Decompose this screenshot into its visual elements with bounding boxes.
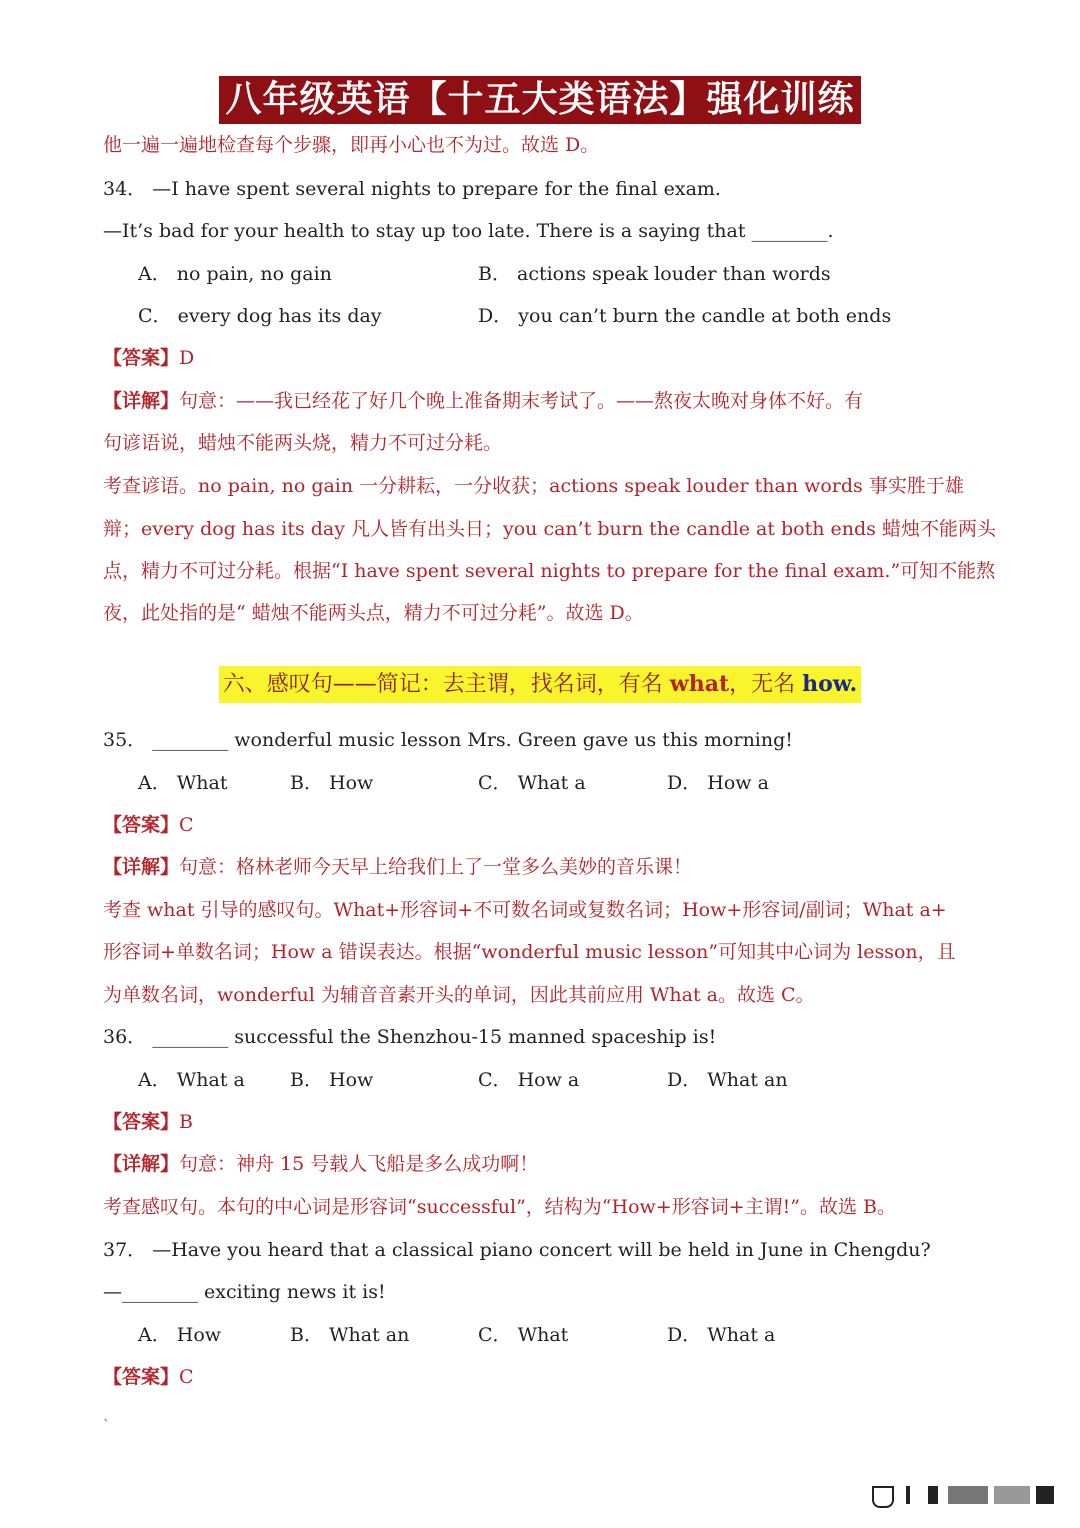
q37-option-d: D． What a <box>667 1324 776 1346</box>
q36-detail2: 考查感叹句。本句的中心词是形容词“successful”，结构为“How+形容词+主谓!”。故选 B。 <box>103 1196 896 1218</box>
intro-explanation: 他一遍一遍地检查每个步骤，即再小心也不为过。故选 D。 <box>103 134 600 156</box>
q34-answer: D <box>179 347 195 369</box>
q37-option-b: B． What an <box>290 1324 410 1346</box>
q37-line2: —________ exciting news it is! <box>103 1281 386 1303</box>
q35-detail2: 考查 what 引导的感叹句。What+形容词+不可数名词或复数名词；How+形容词/副词；What a+ <box>103 899 947 921</box>
q34-detail4: 辩；every dog has its day 凡人皆有出头日；you can’t burn the candle at both ends 蜡烛不能两头 <box>103 518 996 540</box>
q34-detail5: 点，精力不可过分耗。根据“I have spent several nights to prepare for the final exam.”可知不能熬 <box>103 560 996 582</box>
q34-detail3: 考查谚语。no pain, no gain 一分耕耘，一分收获；actions speak louder than words 事实胜于雄 <box>103 475 964 497</box>
q35-option-d: D． How a <box>667 772 769 794</box>
section-mid: ，无名 <box>729 672 803 697</box>
section-keyword-how: how. <box>802 671 858 697</box>
q35-option-c: C． What a <box>478 772 586 794</box>
title-wrap <box>0 76 1080 124</box>
q35-detail4: 为单数名词，wonderful 为辅音音素开头的单词，因此其前应用 What a。故选 C。 <box>103 984 815 1006</box>
q35-detail3: 形容词+单数名词；How a 错误表达。根据“wonderful music lesson”可知其中心词为 lesson，且 <box>103 941 956 963</box>
q34-option-b: B． actions speak louder than words <box>478 263 831 285</box>
q35-answer: C <box>179 814 194 836</box>
detail-label: 【详解】 <box>103 390 180 412</box>
answer-label: 【答案】 <box>103 1111 180 1133</box>
q34-line1: 34． —I have spent several nights to prepare for the final exam. <box>103 178 721 200</box>
q36-detail-line1 <box>103 1151 538 1177</box>
q35-detail-line1 <box>103 854 692 880</box>
q37-line1: 37． —Have you heard that a classical piano concert will be held in June in Chengdu? <box>103 1239 931 1261</box>
answer-label: 【答案】 <box>103 347 180 369</box>
q35-answer-line <box>103 812 194 838</box>
q37-answer-line <box>103 1364 194 1390</box>
q35-option-b: B． How <box>290 772 374 794</box>
q34-detail6: 夜，此处指的是“ 蜡烛不能两头点，精力不可过分耗”。故选 D。 <box>103 602 644 624</box>
section-header <box>219 666 861 703</box>
q36-stem: 36． ________ successful the Shenzhou-15 manned spaceship is! <box>103 1026 717 1048</box>
q36-detail1: 句意：神舟 15 号载人飞船是多么成功啊！ <box>179 1153 539 1175</box>
q34-option-a: A． no pain, no gain <box>138 263 332 285</box>
q35-stem: 35． ________ wonderful music lesson Mrs. Green gave us this morning! <box>103 729 793 751</box>
q36-option-a: A． What a <box>138 1069 245 1091</box>
watermark-mark <box>872 1486 894 1508</box>
section-keyword-what: what <box>669 671 730 697</box>
q35-option-a: A． What <box>138 772 228 794</box>
q34-detail-line1 <box>103 388 863 414</box>
q37-answer: C <box>179 1366 194 1388</box>
watermark-bar <box>994 1486 1030 1504</box>
watermark-bar <box>1036 1486 1054 1504</box>
answer-label: 【答案】 <box>103 814 180 836</box>
page-title: 八年级英语【十五大类语法】强化训练 <box>219 76 860 124</box>
q34-answer-line <box>103 345 194 371</box>
footer-mark: ` <box>103 1418 110 1434</box>
watermark-bar <box>906 1486 910 1504</box>
q35-detail1: 句意：格林老师今天早上给我们上了一堂多么美妙的音乐课！ <box>179 856 693 878</box>
detail-label: 【详解】 <box>103 1153 180 1175</box>
answer-label: 【答案】 <box>103 1366 180 1388</box>
q36-answer: B <box>179 1111 193 1133</box>
q36-option-b: B． How <box>290 1069 374 1091</box>
q34-option-c: C． every dog has its day <box>138 305 382 327</box>
q34-detail1: 句意：——我已经花了好几个晚上准备期末考试了。——熬夜太晚对身体不好。有 <box>179 390 864 412</box>
section-prefix: 六、感叹句——简记：去主谓，找名词，有名 <box>222 672 670 697</box>
watermark-bar <box>928 1486 938 1504</box>
q37-option-c: C． What <box>478 1324 569 1346</box>
q36-answer-line <box>103 1109 193 1135</box>
watermark-bar <box>948 1486 988 1504</box>
q34-option-d: D． you can’t burn the candle at both ends <box>478 305 892 327</box>
q37-option-a: A． How <box>138 1324 222 1346</box>
q36-option-c: C． How a <box>478 1069 580 1091</box>
detail-label: 【详解】 <box>103 856 180 878</box>
q34-line2: —It’s bad for your health to stay up too late. There is a saying that ________. <box>103 220 834 242</box>
q36-option-d: D． What an <box>667 1069 788 1091</box>
section-header-wrap <box>0 666 1080 703</box>
q34-detail2: 句谚语说，蜡烛不能两头烧，精力不可过分耗。 <box>103 432 503 454</box>
watermark-bars <box>860 1486 1060 1506</box>
